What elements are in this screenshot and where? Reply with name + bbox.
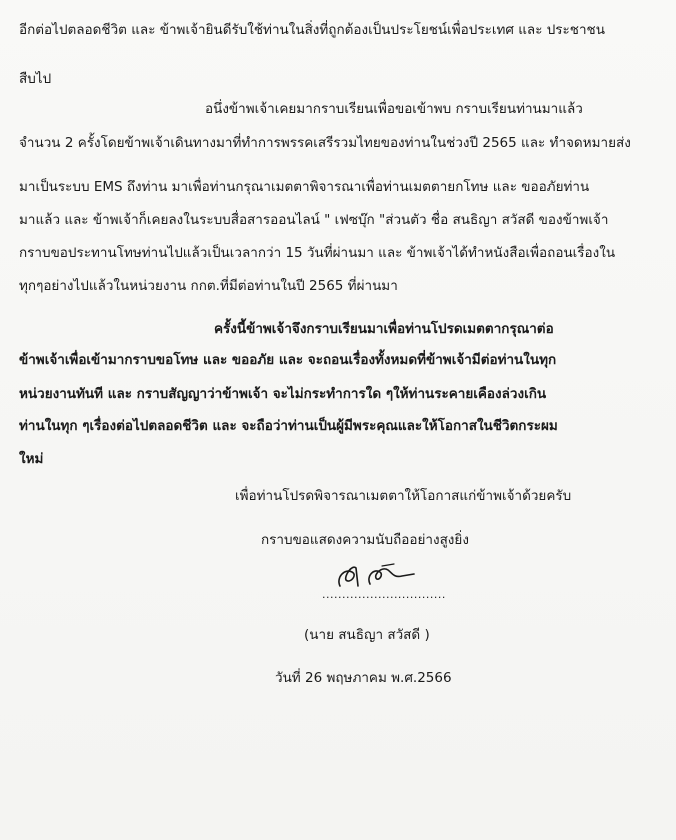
paragraph2-line4: มาแล้ว และ ข้าพเจ้าก็เคยลงในระบบสื่อสารออนไลน์ " เฟซบุ๊ก "ส่วนตัว ชื่อ สนธิญา สวัสดี ของข้าพเจ้า — [19, 212, 609, 228]
paragraph3-line2: ข้าพเจ้าเพื่อเข้ามากราบขอโทษ และ ขออภัย และ จะถอนเรื่องทั้งหมดที่ข้าพเจ้ามีต่อท่านในทุก — [19, 352, 557, 368]
letter-date: วันที่ 26 พฤษภาคม พ.ศ.2566 — [275, 670, 452, 686]
closing-respect: กราบขอแสดงความนับถืออย่างสูงยิ่ง — [261, 532, 469, 548]
signature-dotted-line: ............................... — [322, 588, 446, 601]
signer-name: (นาย สนธิญา สวัสดี ) — [304, 627, 430, 643]
paragraph2-line3: มาเป็นระบบ EMS ถึงท่าน มาเพื่อท่านกรุณาเมตตาพิจารณาเพื่อท่านเมตตายกโทษ และ ขออภัยท่าน — [19, 179, 590, 195]
paragraph2-line6: ทุกๆอย่างไปแล้วในหน่วยงาน กกต.ที่มีต่อท่านในปี 2565 ที่ผ่านมา — [19, 278, 398, 294]
paragraph2-line5: กราบขอประทานโทษท่านไปแล้วเป็นเวลากว่า 15 วันที่ผ่านมา และ ข้าพเจ้าได้ทำหนังสือเพื่อถอนเรื่องใน — [19, 245, 616, 261]
closing-request: เพื่อท่านโปรดพิจารณาเมตตาให้โอกาสแก่ข้าพเจ้าด้วยครับ — [235, 488, 572, 504]
paragraph3-line4: ท่านในทุก ๆเรื่องต่อไปตลอดชีวิต และ จะถือว่าท่านเป็นผู้มีพระคุณและให้โอกาสในชีวิตกระผม — [19, 418, 558, 434]
paragraph3-line3: หน่วยงานทันที และ กราบสัญญาว่าข้าพเจ้า จะไม่กระทำการใด ๆให้ท่านระคายเคืองล่วงเกิน — [19, 386, 547, 402]
paragraph3-line5: ใหม่ — [19, 451, 44, 467]
signature — [322, 560, 446, 601]
paragraph3-line1: ครั้งนี้ข้าพเจ้าจึงกราบเรียนมาเพื่อท่านโปรดเมตตากรุณาต่อ — [214, 321, 554, 337]
paragraph1-line2: สืบไป — [19, 71, 52, 87]
paragraph1-line1: อีกต่อไปตลอดชีวิต และ ข้าพเจ้ายินดีรับใช้ท่านในสิ่งที่ถูกต้องเป็นประโยชน์เพื่อประเทศ และ ประชาชน — [19, 22, 605, 38]
paragraph2-line1: อนึ่งข้าพเจ้าเคยมากราบเรียนเพื่อขอเข้าพบ กราบเรียนท่านมาแล้ว — [205, 101, 583, 117]
paragraph2-line2: จำนวน 2 ครั้งโดยข้าพเจ้าเดินทางมาที่ทำการพรรคเสรีรวมไทยของท่านในช่วงปี 2565 และ ทำจดหมายส่ง — [19, 135, 631, 151]
